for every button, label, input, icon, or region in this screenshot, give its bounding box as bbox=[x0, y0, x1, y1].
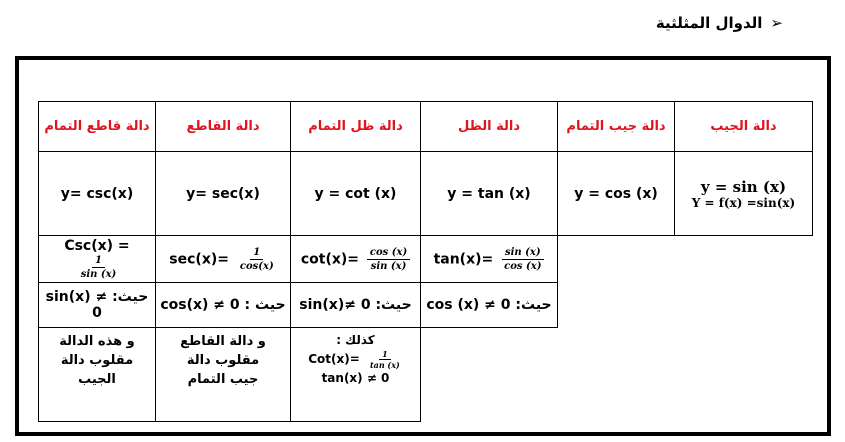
empty-cell bbox=[675, 283, 813, 328]
definition-tan-fraction bbox=[501, 246, 544, 273]
note-line: مقلوب دالة bbox=[60, 353, 134, 368]
condition-expression: cos (x) ≠ 0 bbox=[426, 297, 511, 313]
definition-tan-lhs: tan(x)= bbox=[433, 251, 494, 267]
definition-sec-fraction bbox=[237, 246, 277, 273]
note-line: جيب التمام bbox=[187, 372, 259, 387]
condition-label: حيث : bbox=[244, 297, 286, 313]
note-cot-lhs: Cot(x)= bbox=[308, 352, 360, 366]
empty-cell bbox=[421, 328, 558, 422]
definition-sec-lhs: sec(x)= bbox=[169, 251, 229, 267]
arrow-bullet-icon: ➢ bbox=[770, 14, 783, 32]
note-cot-title: كذلك : bbox=[336, 333, 375, 347]
equation-cos: y = cos (x) bbox=[558, 152, 675, 236]
empty-cell bbox=[558, 283, 675, 328]
fraction-numerator: cos (x) bbox=[367, 246, 410, 260]
header-cos: دالة جيب التمام bbox=[558, 102, 675, 152]
condition-tan bbox=[421, 283, 558, 328]
condition-label: حيث: bbox=[515, 297, 552, 313]
note-cot bbox=[291, 328, 421, 422]
note-cot-definition bbox=[294, 349, 417, 370]
trig-functions-table bbox=[38, 101, 813, 422]
condition-cot bbox=[291, 283, 421, 328]
note-cot-fraction bbox=[367, 349, 403, 370]
note-line: و هذه الدالة bbox=[59, 334, 135, 349]
header-cot: دالة ظل التمام bbox=[291, 102, 421, 152]
header-sin: دالة الجيب bbox=[675, 102, 813, 152]
header-sec: دالة القاطع bbox=[156, 102, 291, 152]
header-row bbox=[39, 102, 813, 152]
equation-sin-sub: Y = f(x) =sin(x) bbox=[691, 195, 796, 210]
condition-expression: sin(x)≠ 0 bbox=[299, 297, 371, 313]
note-line: مقلوب دالة bbox=[186, 353, 260, 368]
section-title: الدوال المثلثية bbox=[655, 14, 763, 32]
definition-cot-lhs: cot(x)= bbox=[300, 251, 359, 267]
header-csc: دالة قاطع التمام bbox=[39, 102, 156, 152]
header-tan: دالة الظل bbox=[421, 102, 558, 152]
definition-tan bbox=[421, 236, 558, 283]
empty-cell bbox=[675, 328, 813, 422]
condition-sec bbox=[156, 283, 291, 328]
condition-csc bbox=[39, 283, 156, 328]
note-csc bbox=[39, 328, 156, 422]
equation-tan: y = tan (x) bbox=[421, 152, 558, 236]
definition-csc-lhs: Csc(x) = bbox=[64, 237, 130, 254]
fraction-numerator: 1 bbox=[379, 349, 391, 360]
section-heading bbox=[656, 14, 783, 32]
fraction-denominator: sin (x) bbox=[80, 268, 117, 280]
equation-sin-main: y = sin (x) bbox=[700, 177, 787, 196]
definition-cot-fraction bbox=[367, 246, 410, 273]
equation-sin bbox=[675, 152, 813, 236]
fraction-numerator: 1 bbox=[250, 246, 263, 260]
fraction-denominator: sin (x) bbox=[370, 260, 407, 272]
note-row bbox=[39, 328, 813, 422]
empty-cell bbox=[558, 236, 675, 283]
equation-sec: y= sec(x) bbox=[156, 152, 291, 236]
empty-cell bbox=[675, 236, 813, 283]
definition-cot bbox=[291, 236, 421, 283]
fraction-denominator: cos (x) bbox=[504, 260, 542, 272]
condition-row bbox=[39, 283, 813, 328]
note-line: و دالة القاطع bbox=[180, 334, 266, 349]
equation-row bbox=[39, 152, 813, 236]
note-sec bbox=[156, 328, 291, 422]
definition-sec bbox=[156, 236, 291, 283]
note-line: الجيب bbox=[78, 372, 116, 387]
note-cot-condition: tan(x) ≠ 0 bbox=[321, 371, 390, 385]
equation-cot: y = cot (x) bbox=[291, 152, 421, 236]
condition-expression: cos(x) ≠ 0 bbox=[160, 297, 240, 313]
empty-cell bbox=[558, 328, 675, 422]
definition-csc bbox=[39, 236, 156, 283]
condition-label: حيث: bbox=[375, 297, 412, 313]
condition-expression: sin(x) ≠ 0 bbox=[45, 289, 108, 321]
equation-csc: y= csc(x) bbox=[39, 152, 156, 236]
fraction-numerator: sin (x) bbox=[502, 246, 544, 260]
fraction-numerator: 1 bbox=[92, 254, 105, 268]
definition-row bbox=[39, 236, 813, 283]
definition-csc-fraction bbox=[78, 254, 120, 281]
fraction-denominator: cos(x) bbox=[239, 260, 274, 272]
condition-label: حيث: bbox=[112, 289, 149, 305]
fraction-denominator: tan (x) bbox=[369, 360, 400, 370]
